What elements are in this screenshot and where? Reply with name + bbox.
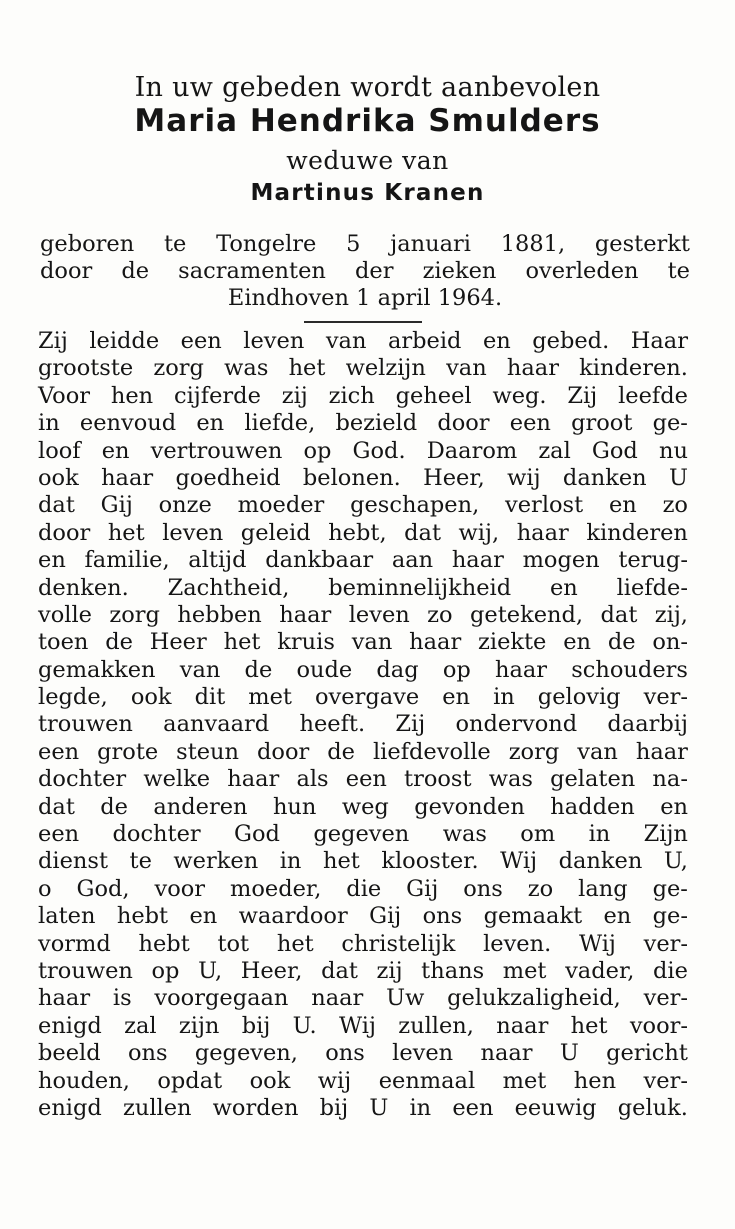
text-line: legde, ook dit met overgave en in gelovig ver-	[38, 684, 688, 711]
text-line: toen de Heer het kruis van haar ziekte en de on-	[38, 629, 688, 656]
text-line: denken. Zachtheid, beminnelijkheid en liefde-	[38, 574, 688, 601]
text-line: houden, opdat ook wij eenmaal met hen ver-	[38, 1067, 688, 1094]
bio-line: Eindhoven 1 april 1964.	[227, 285, 503, 311]
text-line: Voor hen cijferde zij zich geheel weg. Zij leefde	[38, 382, 688, 409]
text-line: loof en vertrouwen op God. Daarom zal God nu	[38, 437, 688, 464]
text-line: haar is voorgegaan naar Uw gelukzaligheid, ver-	[38, 985, 688, 1012]
text-line: en familie, altijd dankbaar aan haar mogen terug-	[38, 547, 688, 574]
bio-line: door de sacramenten der zieken overleden te	[40, 258, 690, 284]
prayer-request: In uw gebeden wordt aanbevolen	[134, 72, 601, 103]
text-line: o God, voor moeder, die Gij ons zo lang ge-	[38, 875, 688, 902]
card-header	[0, 74, 735, 205]
text-line: dienst te werken in het klooster. Wij danken U,	[38, 848, 688, 875]
eulogy-text	[38, 328, 688, 1122]
text-line: vormd hebt tot het christelijk leven. Wij ver-	[38, 930, 688, 957]
text-line: beeld ons gegeven, ons leven naar U gericht	[38, 1040, 688, 1067]
text-line: dat de anderen hun weg gevonden hadden en	[38, 793, 688, 820]
birth-death-details	[40, 231, 690, 312]
text-line: grootste zorg was het welzijn van haar kinderen.	[38, 355, 688, 382]
text-line: een dochter God gegeven was om in Zijn	[38, 821, 688, 848]
deceased-name: Maria Hendrika Smulders	[134, 103, 601, 139]
bio-line: geboren te Tongelre 5 januari 1881, gesterkt	[40, 231, 690, 257]
text-line: in eenvoud en liefde, bezield door een groot ge-	[38, 410, 688, 437]
divider-rule	[304, 321, 422, 323]
text-line: volle zorg hebben haar leven zo getekend, dat zij,	[38, 601, 688, 628]
text-line: enigd zullen worden bij U in een eeuwig geluk.	[38, 1094, 688, 1121]
widow-of-label: weduwe van	[286, 146, 449, 175]
text-line: trouwen aanvaard heeft. Zij ondervond daarbij	[38, 711, 688, 738]
text-line: gemakken van de oude dag op haar schouders	[38, 656, 688, 683]
text-line: dat Gij onze moeder geschapen, verlost en zo	[38, 492, 688, 519]
text-line: een grote steun door de liefdevolle zorg van haar	[38, 738, 688, 765]
text-line: enigd zal zijn bij U. Wij zullen, naar het voor-	[38, 1012, 688, 1039]
text-line: dochter welke haar als een troost was gelaten na-	[38, 766, 688, 793]
text-line: door het leven geleid hebt, dat wij, haar kinderen	[38, 519, 688, 546]
husband-name: Martinus Kranen	[250, 180, 485, 206]
text-line: laten hebt en waardoor Gij ons gemaakt en ge-	[38, 903, 688, 930]
text-line: Zij leidde een leven van arbeid en gebed. Haar	[38, 328, 688, 354]
text-line: trouwen op U, Heer, dat zij thans met vader, die	[38, 957, 688, 984]
text-line: ook haar goedheid belonen. Heer, wij danken U	[38, 464, 688, 491]
